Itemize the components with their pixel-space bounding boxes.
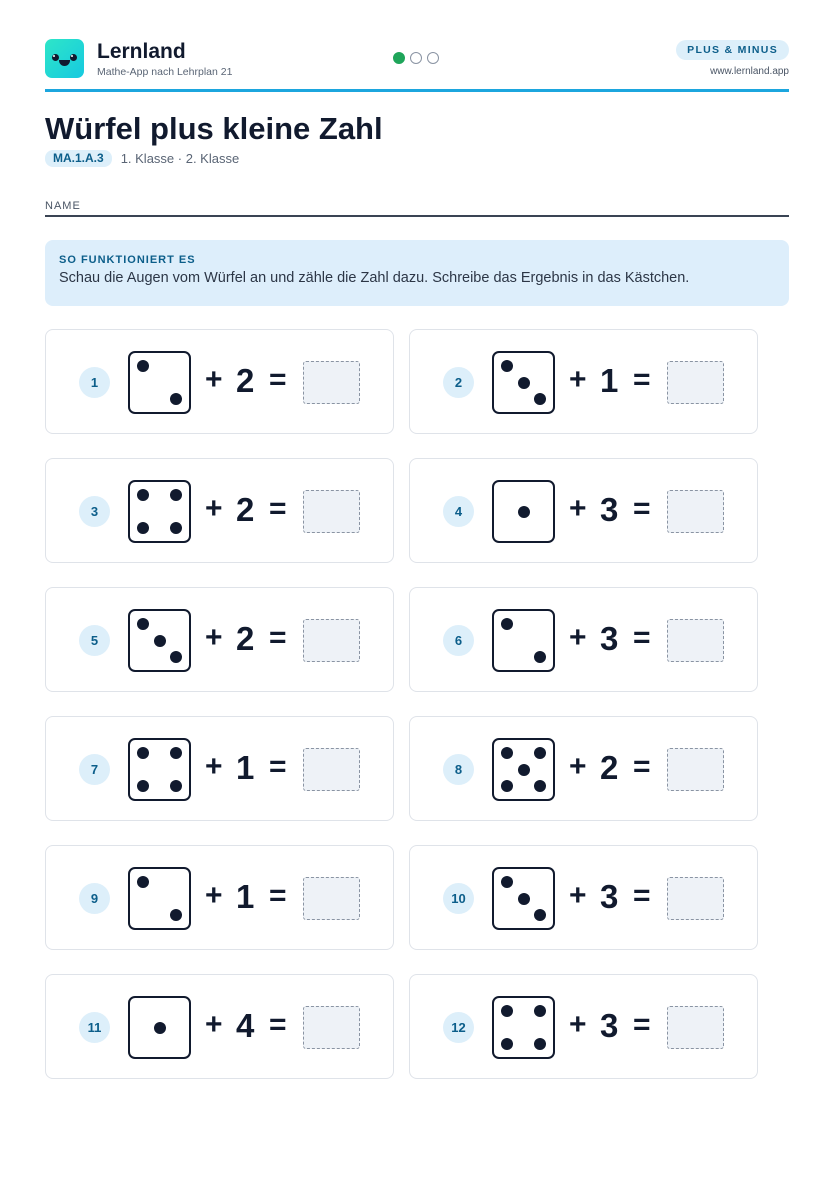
equals-sign: = (633, 1008, 651, 1041)
addend-number: 2 (236, 620, 255, 657)
answer-box[interactable] (667, 877, 724, 920)
plus-sign: + (205, 750, 223, 783)
task-number-badge: 10 (443, 883, 474, 914)
task-card (409, 716, 758, 821)
name-label: NAME (45, 200, 81, 212)
die-pip (137, 522, 149, 534)
header (45, 38, 789, 80)
die-pip (501, 780, 513, 792)
equals-sign: = (269, 621, 287, 654)
die-pip (154, 1022, 166, 1034)
die-pip (501, 618, 513, 630)
answer-box[interactable] (667, 1006, 724, 1049)
progress-dot-icon (393, 52, 405, 64)
answer-box[interactable] (303, 1006, 360, 1049)
addend-number: 2 (236, 491, 255, 528)
equals-sign: = (633, 363, 651, 396)
task-number-badge: 7 (79, 754, 110, 785)
die-pip (501, 1038, 513, 1050)
instructions-title: SO FUNKTIONIERT ES (59, 254, 196, 266)
addend-number: 1 (600, 362, 619, 399)
equals-sign: = (633, 621, 651, 654)
plus-sign: + (205, 879, 223, 912)
equals-sign: = (269, 879, 287, 912)
instructions-text: Schau die Augen vom Würfel an und zähle die Zahl dazu. Schreibe das Ergebnis in das Kästchen. (59, 270, 690, 286)
task-card (409, 458, 758, 563)
task-card (409, 329, 758, 434)
die-pip (534, 393, 546, 405)
answer-box[interactable] (303, 748, 360, 791)
task-card (45, 587, 394, 692)
name-input-line[interactable] (45, 215, 789, 217)
progress-dot-icon (427, 52, 439, 64)
equals-sign: = (633, 492, 651, 525)
task-card (45, 458, 394, 563)
task-number-badge: 12 (443, 1012, 474, 1043)
equals-sign: = (633, 750, 651, 783)
equals-sign: = (269, 363, 287, 396)
addend-number: 3 (600, 1007, 619, 1044)
equals-sign: = (633, 879, 651, 912)
task-card (409, 845, 758, 950)
answer-box[interactable] (303, 361, 360, 404)
topic-badge: PLUS & MINUS (676, 40, 789, 60)
answer-box[interactable] (667, 361, 724, 404)
task-card (45, 329, 394, 434)
die-pip (170, 780, 182, 792)
die-pip (534, 651, 546, 663)
task-number-badge: 2 (443, 367, 474, 398)
addend-number: 3 (600, 620, 619, 657)
die-pip (170, 522, 182, 534)
task-card (45, 974, 394, 1079)
die-face-2-icon (492, 609, 555, 672)
answer-box[interactable] (303, 490, 360, 533)
page-title: Würfel plus kleine Zahl (45, 111, 383, 146)
die-face-2-icon (128, 351, 191, 414)
task-grid (45, 329, 758, 1079)
plus-sign: + (569, 621, 587, 654)
die-pip (170, 651, 182, 663)
plus-sign: + (205, 621, 223, 654)
die-pip (518, 377, 530, 389)
curriculum-code-badge: MA.1.A.3 (45, 150, 112, 167)
die-pip (137, 780, 149, 792)
addend-number: 2 (236, 362, 255, 399)
die-face-5-icon (492, 738, 555, 801)
plus-sign: + (569, 750, 587, 783)
die-pip (518, 506, 530, 518)
die-face-4-icon (492, 996, 555, 1059)
lernland-logo-icon (45, 39, 84, 78)
die-pip (518, 764, 530, 776)
die-pip (137, 876, 149, 888)
task-card (409, 587, 758, 692)
die-face-4-icon (128, 480, 191, 543)
die-pip (518, 893, 530, 905)
die-pip (137, 618, 149, 630)
die-face-3-icon (128, 609, 191, 672)
die-pip (170, 393, 182, 405)
die-face-1-icon (492, 480, 555, 543)
addend-number: 4 (236, 1007, 255, 1044)
task-number-badge: 8 (443, 754, 474, 785)
header-divider (45, 89, 789, 92)
die-pip (501, 1005, 513, 1017)
task-number-badge: 1 (79, 367, 110, 398)
instructions-box (45, 240, 789, 306)
task-card (45, 845, 394, 950)
addend-number: 1 (236, 878, 255, 915)
task-card (409, 974, 758, 1079)
brand-name: Lernland (97, 40, 186, 63)
die-face-3-icon (492, 351, 555, 414)
die-pip (501, 360, 513, 372)
website-url: www.lernland.app (710, 66, 789, 77)
die-pip (534, 1005, 546, 1017)
die-pip (170, 747, 182, 759)
die-pip (534, 780, 546, 792)
equals-sign: = (269, 492, 287, 525)
plus-sign: + (205, 492, 223, 525)
task-number-badge: 3 (79, 496, 110, 527)
addend-number: 1 (236, 749, 255, 786)
die-pip (534, 747, 546, 759)
plus-sign: + (205, 1008, 223, 1041)
answer-box[interactable] (303, 877, 360, 920)
task-card (45, 716, 394, 821)
die-pip (154, 635, 166, 647)
answer-box[interactable] (667, 748, 724, 791)
task-number-badge: 11 (79, 1012, 110, 1043)
addend-number: 3 (600, 491, 619, 528)
die-pip (137, 360, 149, 372)
addend-number: 2 (600, 749, 619, 786)
addend-number: 3 (600, 878, 619, 915)
plus-sign: + (569, 492, 587, 525)
die-face-4-icon (128, 738, 191, 801)
equals-sign: = (269, 750, 287, 783)
plus-sign: + (569, 879, 587, 912)
die-pip (137, 747, 149, 759)
die-face-2-icon (128, 867, 191, 930)
die-pip (501, 747, 513, 759)
task-number-badge: 9 (79, 883, 110, 914)
progress-dots (393, 52, 439, 64)
answer-box[interactable] (303, 619, 360, 662)
die-pip (501, 876, 513, 888)
plus-sign: + (205, 363, 223, 396)
answer-box[interactable] (667, 619, 724, 662)
task-number-badge: 5 (79, 625, 110, 656)
progress-dot-icon (410, 52, 422, 64)
die-pip (534, 1038, 546, 1050)
plus-sign: + (569, 1008, 587, 1041)
equals-sign: = (269, 1008, 287, 1041)
task-number-badge: 4 (443, 496, 474, 527)
die-pip (170, 909, 182, 921)
plus-sign: + (569, 363, 587, 396)
die-pip (170, 489, 182, 501)
grade-levels: 1. Klasse · 2. Klasse (120, 151, 240, 166)
die-face-3-icon (492, 867, 555, 930)
die-pip (534, 909, 546, 921)
die-pip (137, 489, 149, 501)
answer-box[interactable] (667, 490, 724, 533)
task-number-badge: 6 (443, 625, 474, 656)
worksheet-meta (45, 150, 239, 167)
brand-subtitle: Mathe-App nach Lehrplan 21 (97, 66, 233, 78)
die-face-1-icon (128, 996, 191, 1059)
